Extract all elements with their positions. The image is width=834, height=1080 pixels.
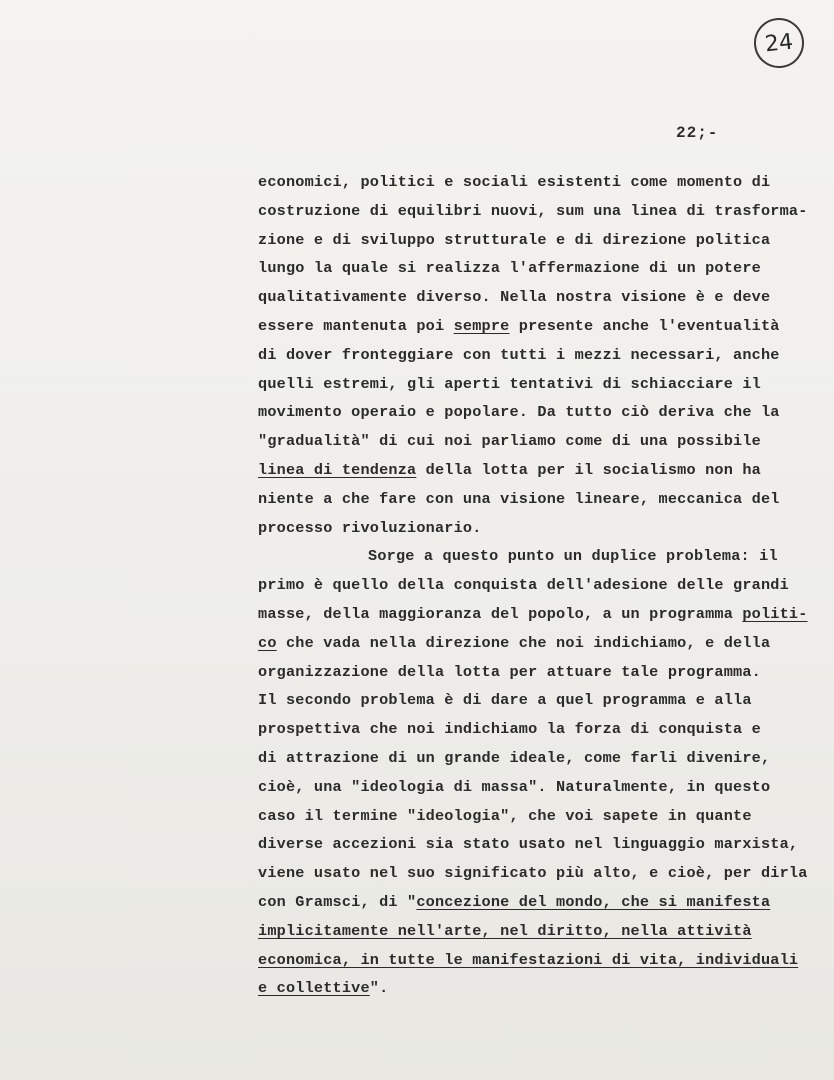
underlined-segment: politi- bbox=[742, 604, 808, 623]
text-line bbox=[258, 456, 828, 485]
text-segment: con Gramsci, di " bbox=[258, 892, 417, 911]
text-line: zione e di sviluppo strutturale e di direzione politica bbox=[258, 230, 771, 249]
handwritten-page-number bbox=[752, 16, 807, 71]
text-line: organizzazione della lotta per attuare tale programma. bbox=[258, 662, 761, 681]
handwritten-page-number-text: 24 bbox=[763, 29, 795, 57]
underlined-segment: co bbox=[258, 633, 277, 652]
text-segment: della lotta per il socialismo non ha bbox=[416, 460, 761, 479]
text-line bbox=[258, 600, 828, 629]
text-line: primo è quello della conquista dell'adesione delle grandi bbox=[258, 576, 789, 595]
text-line: Il secondo problema è di dare a quel programma e alla bbox=[258, 691, 752, 710]
text-line bbox=[258, 974, 828, 1003]
text-line: "gradualità" di cui noi parliamo come di una possibile bbox=[258, 432, 761, 451]
text-line: cioè, una "ideologia di massa". Naturalmente, in questo bbox=[258, 777, 771, 796]
text-line: niente a che fare con una visione lineare, meccanica del bbox=[258, 489, 780, 508]
text-line: costruzione di equilibri nuovi, sum una linea di trasforma- bbox=[258, 201, 808, 220]
underlined-line: implicitamente nell'arte, nel diritto, nella attività bbox=[258, 921, 752, 940]
text-line bbox=[258, 888, 828, 917]
text-segment: che vada nella direzione che noi indichiamo, e della bbox=[276, 633, 771, 652]
underlined-line: economica, in tutte le manifestazioni di vita, individuali bbox=[258, 950, 799, 969]
text-line: caso il termine "ideologia", che voi sapete in quante bbox=[258, 806, 752, 825]
text-line: viene usato nel suo significato più alto, e cioè, per dirla bbox=[258, 864, 808, 883]
text-line: diverse accezioni sia stato usato nel linguaggio marxista, bbox=[258, 835, 799, 854]
body-text bbox=[258, 168, 828, 1003]
text-line: di dover fronteggiare con tutti i mezzi necessari, anche bbox=[258, 345, 780, 364]
text-line: processo rivoluzionario. bbox=[258, 518, 482, 537]
text-line: prospettiva che noi indichiamo la forza di conquista e bbox=[258, 720, 761, 739]
text-line: economici, politici e sociali esistenti come momento di bbox=[258, 173, 771, 191]
text-line: qualitativamente diverso. Nella nostra visione è e deve bbox=[258, 288, 771, 307]
underlined-segment: sempre bbox=[453, 316, 510, 335]
text-line: quelli estremi, gli aperti tentativi di schiacciare il bbox=[258, 374, 761, 393]
text-segment: ". bbox=[369, 979, 389, 998]
text-line: lungo la quale si realizza l'affermazione di un potere bbox=[258, 259, 761, 278]
underlined-segment: linea di tendenza bbox=[258, 460, 417, 479]
text-line: movimento operaio e popolare. Da tutto ciò deriva che la bbox=[258, 403, 780, 422]
text-segment: essere mantenuta poi bbox=[258, 316, 454, 335]
text-segment: masse, della maggioranza del popolo, a un programma bbox=[258, 604, 743, 623]
text-line bbox=[258, 312, 828, 341]
text-segment: presente anche l'eventualità bbox=[509, 316, 780, 335]
underlined-segment: e collettive bbox=[258, 979, 370, 998]
typed-page-number: 22;- bbox=[676, 124, 719, 142]
text-line: di attrazione di un grande ideale, come farli divenire, bbox=[258, 748, 771, 767]
paragraph-first-line: Sorge a questo punto un duplice problema: il bbox=[368, 547, 778, 566]
text-line bbox=[258, 629, 828, 658]
underlined-segment: concezione del mondo, che si manifesta bbox=[416, 892, 771, 911]
